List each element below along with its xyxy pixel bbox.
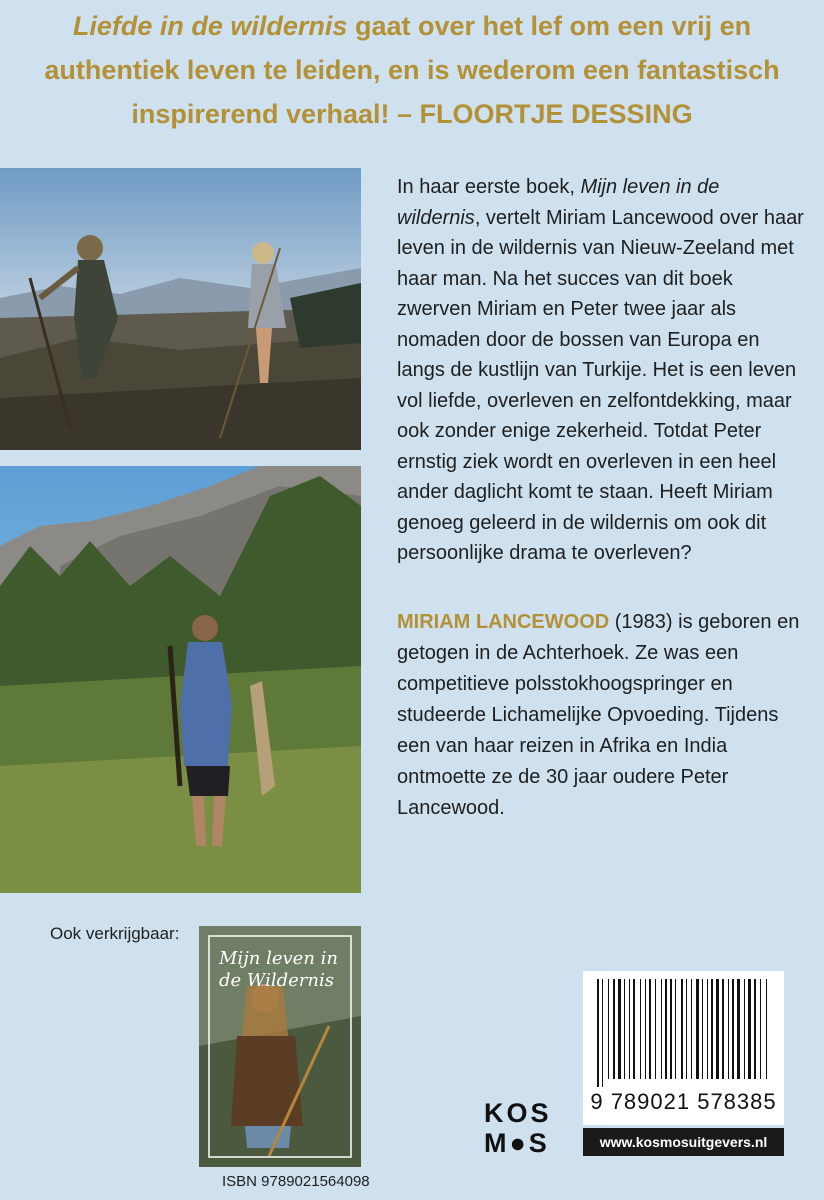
barcode-stripe <box>696 979 699 1079</box>
barcode-number: 9 789021 578385 <box>590 1089 777 1114</box>
barcode-stripe <box>711 979 713 1079</box>
blurb-intro: In haar eerste boek, <box>397 176 581 198</box>
also-available-label: Ook verkrijgbaar: <box>50 924 180 943</box>
barcode-stripe <box>597 979 599 1087</box>
barcode-stripe <box>716 979 719 1079</box>
barcode-stripe <box>722 979 724 1079</box>
barcode-bars <box>593 979 774 1087</box>
barcode-stripe <box>602 979 603 1087</box>
barcode-stripe <box>691 979 692 1079</box>
cover-title: Mijn leven in de Wildernis <box>219 948 338 991</box>
blurb-text: , vertelt Miriam Lancewood over haar leven in de wildernis van Nieuw-Zeeland met haar man. Na het succes van dit boek zwerven Miriam en Peter twee jaar als nomaden door de bossen van Europa en langs de kustlijn van Turkije. Het is een leven vol liefde, overleven en zelfontdekking, maar ook zonder enige zekerheid. Totdat Peter ernstig ziek wordt en overleven in een heel ander daglicht komt te staan. Heeft Miriam genoeg geleerd in de wildernis om ook dit persoonlijke drama te overleven? <box>397 206 804 564</box>
quote-book-title: Liefde in de wildernis <box>72 11 348 41</box>
quote-line-3: inspirerend verhaal! – FLOORTJE DESSING <box>131 99 693 129</box>
barcode-stripe <box>675 979 676 1079</box>
barcode-stripe <box>732 979 734 1079</box>
book-blurb <box>397 172 807 569</box>
kosmos-logo <box>484 1098 564 1158</box>
author-bio-text: (1983) is geboren en getogen in de Achterhoek. Ze was een competitieve polsstokhoogspringer en studeerde Lichamelijke Opvoeding. Tijdens een van haar reizen in Afrika en India ontmoette ze de 30 jaar oudere Peter Lancewood. <box>397 611 800 819</box>
barcode-stripe <box>760 979 761 1079</box>
hunting-photo <box>0 466 361 893</box>
barcode-stripe <box>766 979 767 1079</box>
barcode <box>583 971 784 1125</box>
barcode-stripe <box>681 979 683 1079</box>
barcode-stripe <box>624 979 625 1079</box>
barcode-stripe <box>661 979 662 1079</box>
quote-line-1: gaat over het lef om een vrij en <box>347 11 752 41</box>
barcode-stripe <box>754 979 756 1079</box>
barcode-stripe <box>608 979 609 1079</box>
barcode-stripe <box>665 979 667 1079</box>
barcode-stripe <box>649 979 651 1079</box>
barcode-stripe <box>748 979 751 1079</box>
barcode-stripe <box>670 979 672 1079</box>
barcode-stripe <box>737 979 740 1079</box>
barcode-stripe <box>655 979 656 1079</box>
other-book-cover[interactable] <box>199 926 361 1167</box>
blurb-book-title: Mijn leven in de wildernis <box>397 176 720 229</box>
barcode-stripe <box>618 979 621 1079</box>
barcode-stripe <box>728 979 729 1079</box>
praise-quote <box>0 4 824 136</box>
barcode-stripe <box>744 979 745 1079</box>
logo-line-1: KOS <box>484 1098 552 1128</box>
logo-line-2: M●S <box>484 1128 550 1158</box>
barcode-stripe <box>686 979 687 1079</box>
other-book-isbn: ISBN 9789021564098 <box>222 1173 370 1190</box>
barcode-stripe <box>702 979 703 1079</box>
barcode-stripe <box>640 979 641 1079</box>
barcode-stripe <box>645 979 646 1079</box>
barcode-stripe <box>629 979 630 1079</box>
quote-line-2: authentiek leven te leiden, en is wederom een fantastisch <box>44 55 780 85</box>
barcode-stripe <box>613 979 615 1079</box>
barcode-stripe <box>633 979 635 1079</box>
barcode-stripe <box>707 979 708 1079</box>
author-name: MIRIAM LANCEWOOD <box>397 611 610 633</box>
campfire-photo <box>0 168 361 450</box>
author-bio <box>397 607 807 824</box>
publisher-url[interactable]: www.kosmosuitgevers.nl <box>583 1128 784 1156</box>
